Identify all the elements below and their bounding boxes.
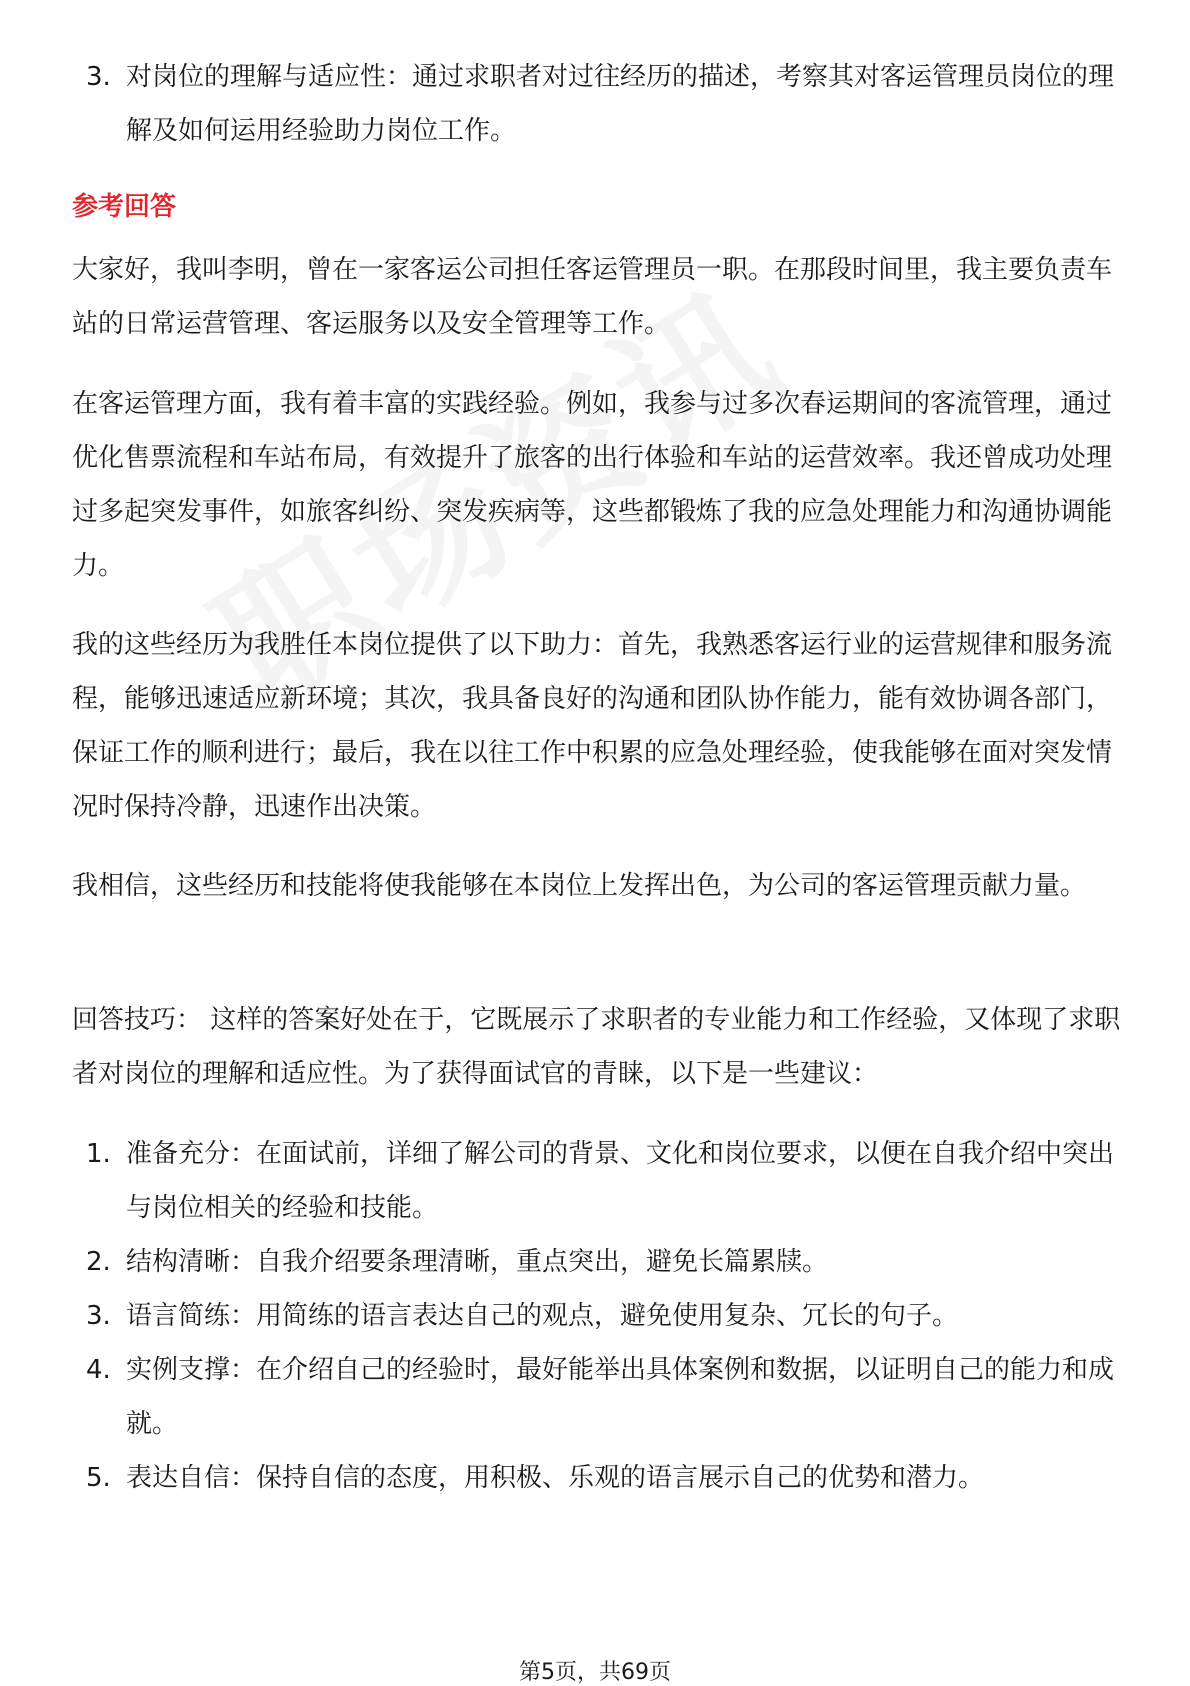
list-label: 对岗位的理解与适应性： [126, 62, 413, 92]
tip-text: 用简练的语言表达自己的观点，避免使用复杂、冗长的句子。 [256, 1301, 959, 1331]
tip-label: 语言简练： [126, 1301, 257, 1331]
tip-number: 3. [86, 1301, 111, 1331]
tip-text: 自我介绍要条理清晰，重点突出，避免长篇累牍。 [256, 1247, 829, 1277]
list-number: 3. [86, 62, 111, 92]
section-title: 参考回答 [72, 192, 177, 222]
paragraph-conclusion: 我相信，这些经历和技能将使我能够在本岗位上发挥出色，为公司的客运管理贡献力量。 [72, 871, 1087, 901]
tip-text: 在介绍自己的经验时，最好能举出具体案例和数据，以证明自己的能力和成就。 [126, 1355, 1115, 1439]
tip-item [86, 1289, 1126, 1343]
page-number: 第5页，共69页 [519, 1660, 671, 1685]
tip-label: 实例支撑： [126, 1355, 257, 1385]
tip-label: 准备充分： [126, 1139, 257, 1169]
tip-label: 结构清晰： [126, 1247, 257, 1277]
paragraph-experience: 在客运管理方面，我有着丰富的实践经验。例如，我参与过多次春运期间的客流管理，通过优化售票流程和车站布局，有效提升了旅客的出行体验和车站的运营效率。我还曾成功处理过多起突发事件，如旅客纠纷、突发疾病等，这些都锻炼了我的应急处理能力和沟通协调能力。 [72, 389, 1113, 581]
tip-text: 保持自信的态度，用积极、乐观的语言展示自己的优势和潜力。 [256, 1463, 985, 1493]
paragraph-help: 我的这些经历为我胜任本岗位提供了以下助力：首先，我熟悉客运行业的运营规律和服务流程，能够迅速适应新环境；其次，我具备良好的沟通和团队协作能力，能有效协调各部门，保证工作的顺利进行；最后，我在以往工作中积累的应急处理经验，使我能够在面对突发情况时保持冷静，迅速作出决策。 [72, 630, 1113, 822]
list-item [86, 50, 1126, 158]
tip-text: 在面试前，详细了解公司的背景、文化和岗位要求，以便在自我介绍中突出与岗位相关的经验和技能。 [126, 1139, 1115, 1223]
tip-number: 5. [86, 1463, 111, 1493]
tip-item [86, 1451, 1126, 1505]
tip-item [86, 1127, 1126, 1235]
tip-item [86, 1343, 1126, 1451]
paragraph-tips-intro: 回答技巧： 这样的答案好处在于，它既展示了求职者的专业能力和工作经验，又体现了求职者对岗位的理解和适应性。为了获得面试官的青睐，以下是一些建议： [72, 1005, 1121, 1089]
tip-number: 4. [86, 1355, 111, 1385]
tip-label: 表达自信： [126, 1463, 257, 1493]
paragraph-intro: 大家好，我叫李明，曾在一家客运公司担任客运管理员一职。在那段时间里，我主要负责车站的日常运营管理、客运服务以及安全管理等工作。 [72, 255, 1113, 339]
tip-number: 1. [86, 1139, 111, 1169]
list-text: 通过求职者对过往经历的描述，考察其对客运管理员岗位的理解及如何运用经验助力岗位工作。 [126, 62, 1115, 146]
tip-number: 2. [86, 1247, 111, 1277]
tip-item [86, 1235, 1126, 1289]
